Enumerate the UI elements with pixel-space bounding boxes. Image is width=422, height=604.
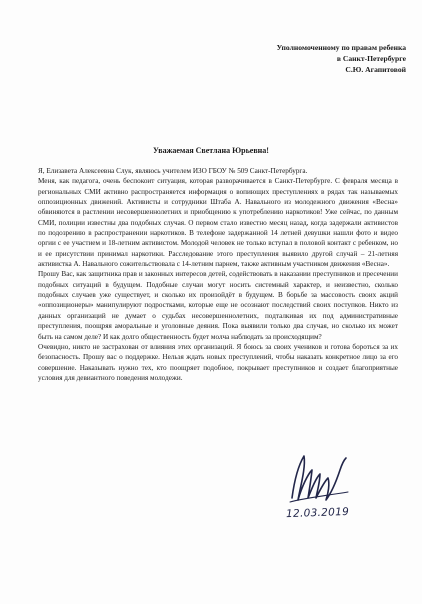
handwritten-date: 12.03.2019 [285, 505, 350, 521]
recipient-line-1: Уполномоченному по правам ребенка [276, 43, 406, 52]
recipient-block [216, 42, 406, 75]
paragraph-situation: Меня, как педагога, очень беспокоит ситуация, которая разворачивается в Санкт-Петербурге. С февраля месяца в региональных СМИ активно распространяется информация о вопиющих преступлениях в рядах так называемых оппозиционных движений. Активисты и сотрудники Штаба А. Навального из молодежного движения «Весна» обвиняются в растлении несовершеннолетних и приобщению к употреблению наркотиков! Уже сейчас, по данным СМИ, полиции известны два подобных случая. О первом стало известно месяц назад, когда задержали активистов по подозрению в распространении наркотиков. В телефоне задержанной 14 летней девушки нашли фото и видео оргии с ее участием и 18-летним активистом. Молодой человек не только вступал в половой контакт с ребенком, но и ее присутствии принимал наркотики. Расследование этого преступления выявило другой случай – 21-летняя активистка А. Навального сожительствовала с 14-летним парнем, также активным участником движения «Весна». [38, 177, 398, 269]
letter-body [38, 166, 398, 383]
paragraph-request: Прошу Вас, как защитника прав и законных интересов детей, содействовать в наказании преступников и пресечении подобных ситуаций в будущем. Подобные случаи могут носить системный характер, и неизвестно, сколько подобных случаев уже существует, и сколько их произойдёт в будущем. В борьбе за массовость своих акций «оппозиционеры» манипулируют подростками, которые еще не осознают последствий своих поступков. Никто из данных организаций не думает о судьбах несовершеннолетних, подталкивая их под административные преступления, поощряя аморальные и уголовные деяния. Пока выявили только два случая, но сколько их может быть на самом деле? И как долго общественность будет молча наблюдать за происходящим? [38, 270, 398, 341]
recipient-line-3: С.Ю. Агапитовой [345, 65, 406, 74]
paragraph-intro: Я, Елизавета Алексеевна Слук, являюсь учителем ИЗО ГБОУ № 509 Санкт-Петербурга. [38, 167, 308, 175]
salutation: Уважаемая Светлана Юрьевна! [153, 146, 269, 155]
paragraph-conclusion: Очевидно, никто не застрахован от влияния этих организаций. Я боюсь за своих учеников и готова бороться за их безопасность. Прошу вас о поддержке. Нельзя ждать новых преступлений, чтобы наказать конкретное лицо за его совершение. Наказывать нужно тех, кто поощряет подобное, покрывает преступников и создает благоприятные условия для девиантного поведения молодежи. [38, 342, 398, 382]
recipient-line-2: в Санкт-Петербурге [336, 54, 406, 63]
handwritten-signature [284, 448, 354, 510]
